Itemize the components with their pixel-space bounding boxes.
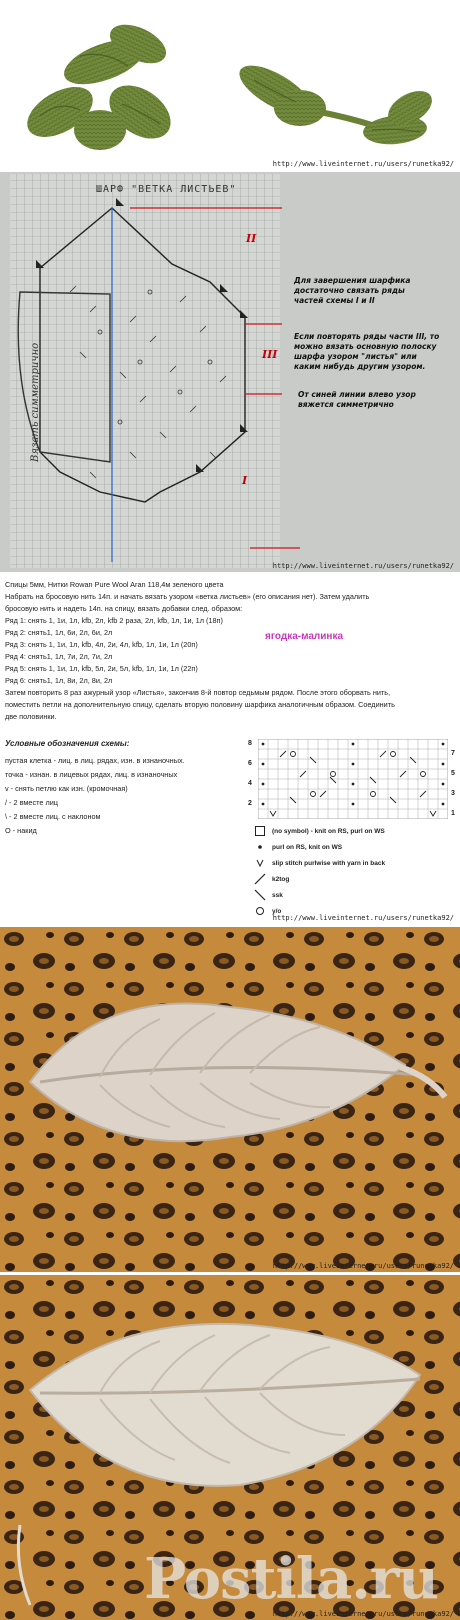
logo-text: Postila.ru — [144, 1546, 438, 1612]
chart-row-number: 3 — [451, 790, 455, 797]
leaf-photo-2 — [0, 1275, 460, 1620]
scarf-photos-panel — [0, 0, 460, 170]
stretched-scarf-photo — [232, 56, 437, 147]
row-instruction: Ряд 2: снять1, 1л, 6и, 2л, 6и, 2л — [5, 628, 113, 637]
coiled-scarf-photo — [19, 17, 181, 150]
section-i-label: I — [242, 474, 248, 487]
row-instruction: Ряд 6: снять1, 1л, 8и, 2л, 8и, 2л — [5, 676, 113, 685]
watermark: http://www.liveinternet.ru/users/runetka92/ — [272, 160, 454, 168]
chart-row-number: 8 — [248, 740, 252, 747]
mini-knitting-chart — [258, 739, 448, 819]
watermark: http://www.liveinternet.ru/users/runetka92/ — [272, 1262, 454, 1270]
legend-en-item — [248, 840, 342, 854]
legend-en-text: y/o — [272, 907, 282, 915]
scarf-photos — [0, 0, 460, 170]
legend-ru-item: \ - 2 вместе лиц. с наклоном — [5, 812, 101, 821]
instructions-panel — [0, 573, 460, 923]
chart-row-number: 4 — [248, 780, 252, 787]
section-iii-label: III — [262, 348, 278, 361]
legend-ru-item: / - 2 вместе лиц — [5, 798, 58, 807]
legend-en-text: purl on RS, knit on WS — [272, 843, 343, 851]
legend-en-item — [248, 872, 289, 886]
watermark: http://www.liveinternet.ru/users/runetka92/ — [272, 914, 454, 922]
legend-en-item — [248, 888, 283, 902]
section-ii-label: II — [246, 232, 257, 245]
empty-square-icon — [248, 826, 272, 836]
knitted-leaf-photo — [0, 927, 460, 1272]
chart-row-number: 1 — [451, 810, 455, 817]
legend-ru-item: О - накид — [5, 826, 37, 835]
intro-line-1: Спицы 5мм, Нитки Rowan Pure Wool Aran 118,4м зеленого цвета — [5, 580, 224, 589]
row-instruction: Ряд 1: снять 1, 1и, 1л, kfb, 2л, kfb 2 раза, 2л, kfb, 1л, 1и, 1л (18п) — [5, 616, 223, 625]
row-instruction: Ряд 3: снять 1, 1и, 1л, kfb, 4л, 2и, 4л, kfb, 1л, 1и, 1л (20п) — [5, 640, 198, 649]
postila-logo — [144, 1546, 438, 1612]
leaf-photo-1 — [0, 927, 460, 1272]
chart-note-1: Для завершения шарфика достаточно связать ряды частей схемы I и II — [294, 276, 411, 306]
legend-ru-item: пустая клетка - лиц. в лиц. рядах, изн. в изнаночных. — [5, 756, 185, 765]
outro-line-2: поместить петли на дополнительную спицу, сделать вторую половину шарфика аналогичным образом. Соединить — [5, 700, 395, 709]
side-label: Вязать симметрично — [30, 342, 41, 462]
legend-en-text: (no symbol) - knit on RS, purl on WS — [272, 827, 385, 835]
berry-label: ягодка-малинка — [265, 631, 344, 642]
chart-row-number: 2 — [248, 800, 252, 807]
slash-icon — [248, 873, 272, 885]
intro-line-2: Набрать на бросовую нить 14п. и начать вязать узором «ветка листьев» (его описания нет). Затем удалить — [5, 592, 370, 601]
legend-ru-title: Условные обозначения схемы: — [5, 739, 130, 748]
backslash-icon — [248, 889, 272, 901]
circle-icon — [248, 906, 272, 916]
dot-icon — [248, 842, 272, 852]
chart-photo-panel — [0, 172, 460, 572]
row-instruction: Ряд 4: снять1, 1л, 7и, 2л, 7и, 2л — [5, 652, 113, 661]
v-icon — [248, 858, 272, 868]
row-instruction: Ряд 5: снять 1, 1и, 1л, kfb, 5л, 2и, 5л, kfb, 1л, 1и, 1л (22п) — [5, 664, 198, 673]
chart-title: ШАРФ "ВЕТКА ЛИСТЬЕВ" — [96, 184, 237, 195]
chart-row-number: 7 — [451, 750, 455, 757]
watermark: http://www.liveinternet.ru/users/runetka92/ — [272, 562, 454, 570]
legend-en-text: slip stitch purlwise with yarn in back — [272, 859, 386, 867]
outro-line-3: две половинки. — [5, 712, 57, 721]
legend-en-item — [248, 856, 385, 870]
legend-en-text: k2tog — [272, 875, 290, 883]
legend-ru-item: точка - изнан. в лицевых рядах, лиц. в изнаночных — [5, 770, 178, 779]
chart-row-number: 5 — [451, 770, 455, 777]
legend-en-text: ssk — [272, 891, 283, 899]
intro-line-3: бросовую нить и надеть 14п. на спицу, вязать добавки след. образом: — [5, 604, 243, 613]
chart-note-2: Если повторять ряды части III, то можно вязать основную полоску шарфа узором "листья" или каким нибудь другим узором. — [294, 332, 440, 372]
legend-ru-item: v - снять петлю как изн. (кромочная) — [5, 784, 128, 793]
outro-line-1: Затем повторить 8 раз ажурный узор «Листья», закончив 8-й повтор седьмым рядом. После этого оборвать нить, — [5, 688, 391, 697]
chart-note-3: От синей линии влево узор вяжется симметрично — [298, 390, 416, 410]
watermark: http://www.liveinternet.ru/users/runetka92/ — [272, 1610, 454, 1618]
chart-row-number: 6 — [248, 760, 252, 767]
legend-en-item — [248, 824, 385, 838]
